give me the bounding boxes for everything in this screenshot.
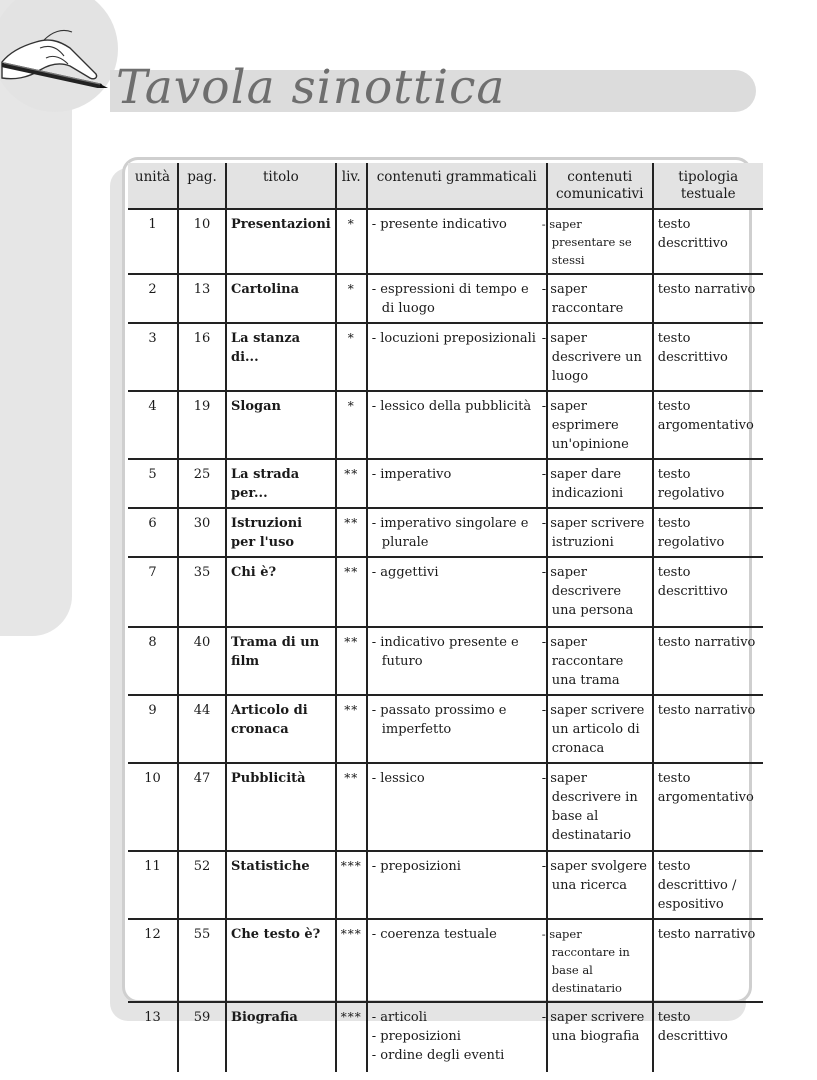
grammar-content <box>367 763 547 851</box>
level-stars: *** <box>336 1002 367 1072</box>
grammar-item: - locuzioni preposizionali <box>371 331 536 346</box>
level-stars: ** <box>336 695 367 763</box>
text-type: testo regolativo <box>653 459 763 508</box>
grammar-item: - lessico della pubblicità <box>371 399 532 414</box>
synoptic-table <box>128 163 763 1072</box>
grammar-content <box>367 695 547 763</box>
unit-title: La stanza di... <box>226 323 336 391</box>
grammar-content <box>367 323 547 391</box>
page-number: 47 <box>178 763 226 851</box>
grammar-item: - aggettivi <box>371 565 439 580</box>
table-header-row <box>128 163 763 209</box>
table-row <box>128 557 763 627</box>
table-row <box>128 851 763 919</box>
text-type: testo descrittivo <box>653 323 763 391</box>
unit-number: 12 <box>128 919 178 1002</box>
table-header <box>128 163 763 209</box>
grammar-item: - coerenza testuale <box>371 927 497 942</box>
column-header-text-type: tipologia testuale <box>653 163 763 209</box>
text-type: testo narrativo <box>653 919 763 1002</box>
level-stars: ** <box>336 557 367 627</box>
table-row <box>128 508 763 557</box>
page-number: 59 <box>178 1002 226 1072</box>
text-type: testo regolativo <box>653 508 763 557</box>
hand-writing-with-pen-icon <box>0 18 112 88</box>
text-type: testo narrativo <box>653 627 763 695</box>
text-type: testo narrativo <box>653 695 763 763</box>
grammar-item: - indicativo presente e futuro <box>371 635 519 669</box>
unit-number: 7 <box>128 557 178 627</box>
unit-number: 3 <box>128 323 178 391</box>
page-number: 35 <box>178 557 226 627</box>
level-stars: ** <box>336 459 367 508</box>
table-row <box>128 1002 763 1072</box>
unit-number: 1 <box>128 209 178 274</box>
grammar-content <box>367 851 547 919</box>
table-body <box>128 209 763 1072</box>
level-stars: * <box>336 274 367 323</box>
column-header-communicative: contenuti comunicativi <box>547 163 653 209</box>
text-type: testo descrittivo <box>653 209 763 274</box>
column-header-unit: unità <box>128 163 178 209</box>
grammar-content <box>367 391 547 459</box>
grammar-content <box>367 919 547 1002</box>
communicative-content: - saper descrivere una persona <box>547 557 653 627</box>
table-row <box>128 459 763 508</box>
level-stars: *** <box>336 919 367 1002</box>
communicative-content: - saper raccontare in base al destinatario <box>547 919 653 1002</box>
page-number: 19 <box>178 391 226 459</box>
unit-title: Statistiche <box>226 851 336 919</box>
communicative-content: - saper descrivere in base al destinatario <box>547 763 653 851</box>
level-stars: ** <box>336 763 367 851</box>
table-row <box>128 627 763 695</box>
unit-title: Biografia <box>226 1002 336 1072</box>
column-header-page: pag. <box>178 163 226 209</box>
communicative-content: - saper descrivere un luogo <box>547 323 653 391</box>
unit-title: Istruzioni per l'uso <box>226 508 336 557</box>
unit-title: Chi è? <box>226 557 336 627</box>
page-number: 16 <box>178 323 226 391</box>
unit-title: Presentazioni <box>226 209 336 274</box>
grammar-content <box>367 508 547 557</box>
page-number: 52 <box>178 851 226 919</box>
unit-title: Cartolina <box>226 274 336 323</box>
level-stars: * <box>336 391 367 459</box>
column-header-grammar: contenuti grammaticali <box>367 163 547 209</box>
table-row <box>128 391 763 459</box>
text-type: testo descrittivo / espositivo <box>653 851 763 919</box>
grammar-content <box>367 459 547 508</box>
grammar-item: - espressioni di tempo e di luogo <box>371 282 529 316</box>
unit-number: 8 <box>128 627 178 695</box>
text-type: testo argomentativo <box>653 763 763 851</box>
unit-title: Slogan <box>226 391 336 459</box>
page-number: 55 <box>178 919 226 1002</box>
table-row <box>128 274 763 323</box>
unit-number: 4 <box>128 391 178 459</box>
grammar-item: - preposizioni <box>371 859 461 874</box>
grammar-item: - passato prossimo e imperfetto <box>371 703 507 737</box>
communicative-content: - saper raccontare <box>547 274 653 323</box>
grammar-item: - imperativo <box>371 467 452 482</box>
communicative-content: - saper dare indicazioni <box>547 459 653 508</box>
page-number: 40 <box>178 627 226 695</box>
page-number: 44 <box>178 695 226 763</box>
text-type: testo argomentativo <box>653 391 763 459</box>
unit-number: 13 <box>128 1002 178 1072</box>
communicative-content: - saper scrivere istruzioni <box>547 508 653 557</box>
text-type: testo narrativo <box>653 274 763 323</box>
unit-title: Trama di un film <box>226 627 336 695</box>
column-header-title: titolo <box>226 163 336 209</box>
communicative-content: - saper scrivere un articolo di cronaca <box>547 695 653 763</box>
grammar-item: - presente indicativo <box>371 217 507 232</box>
table-row <box>128 763 763 851</box>
page-number: 10 <box>178 209 226 274</box>
unit-number: 2 <box>128 274 178 323</box>
unit-number: 10 <box>128 763 178 851</box>
column-header-level: liv. <box>336 163 367 209</box>
grammar-item: - ordine degli eventi <box>371 1048 505 1063</box>
grammar-content <box>367 274 547 323</box>
level-stars: * <box>336 323 367 391</box>
unit-title: Articolo di cronaca <box>226 695 336 763</box>
grammar-item: - lessico <box>371 771 425 786</box>
grammar-content <box>367 557 547 627</box>
unit-number: 9 <box>128 695 178 763</box>
unit-number: 11 <box>128 851 178 919</box>
unit-title: Pubblicità <box>226 763 336 851</box>
text-type: testo descrittivo <box>653 557 763 627</box>
grammar-content <box>367 627 547 695</box>
page-title: Tavola sinottica <box>116 60 506 115</box>
unit-title: Che testo è? <box>226 919 336 1002</box>
grammar-content <box>367 209 547 274</box>
grammar-item: - preposizioni <box>371 1029 461 1044</box>
unit-number: 5 <box>128 459 178 508</box>
page-number: 13 <box>178 274 226 323</box>
communicative-content: - saper scrivere una biografia <box>547 1002 653 1072</box>
page-number: 30 <box>178 508 226 557</box>
communicative-content: - saper presentare se stessi <box>547 209 653 274</box>
page-number: 25 <box>178 459 226 508</box>
table-row <box>128 919 763 1002</box>
text-type: testo descrittivo <box>653 1002 763 1072</box>
level-stars: ** <box>336 508 367 557</box>
grammar-item: - imperativo singolare e plurale <box>371 516 529 550</box>
table-row <box>128 695 763 763</box>
grammar-item: - articoli <box>371 1010 428 1025</box>
communicative-content: - saper esprimere un'opinione <box>547 391 653 459</box>
level-stars: * <box>336 209 367 274</box>
unit-number: 6 <box>128 508 178 557</box>
communicative-content: - saper raccontare una trama <box>547 627 653 695</box>
table-row <box>128 323 763 391</box>
level-stars: ** <box>336 627 367 695</box>
communicative-content: - saper svolgere una ricerca <box>547 851 653 919</box>
grammar-content <box>367 1002 547 1072</box>
unit-title: La strada per... <box>226 459 336 508</box>
level-stars: *** <box>336 851 367 919</box>
table-row <box>128 209 763 274</box>
